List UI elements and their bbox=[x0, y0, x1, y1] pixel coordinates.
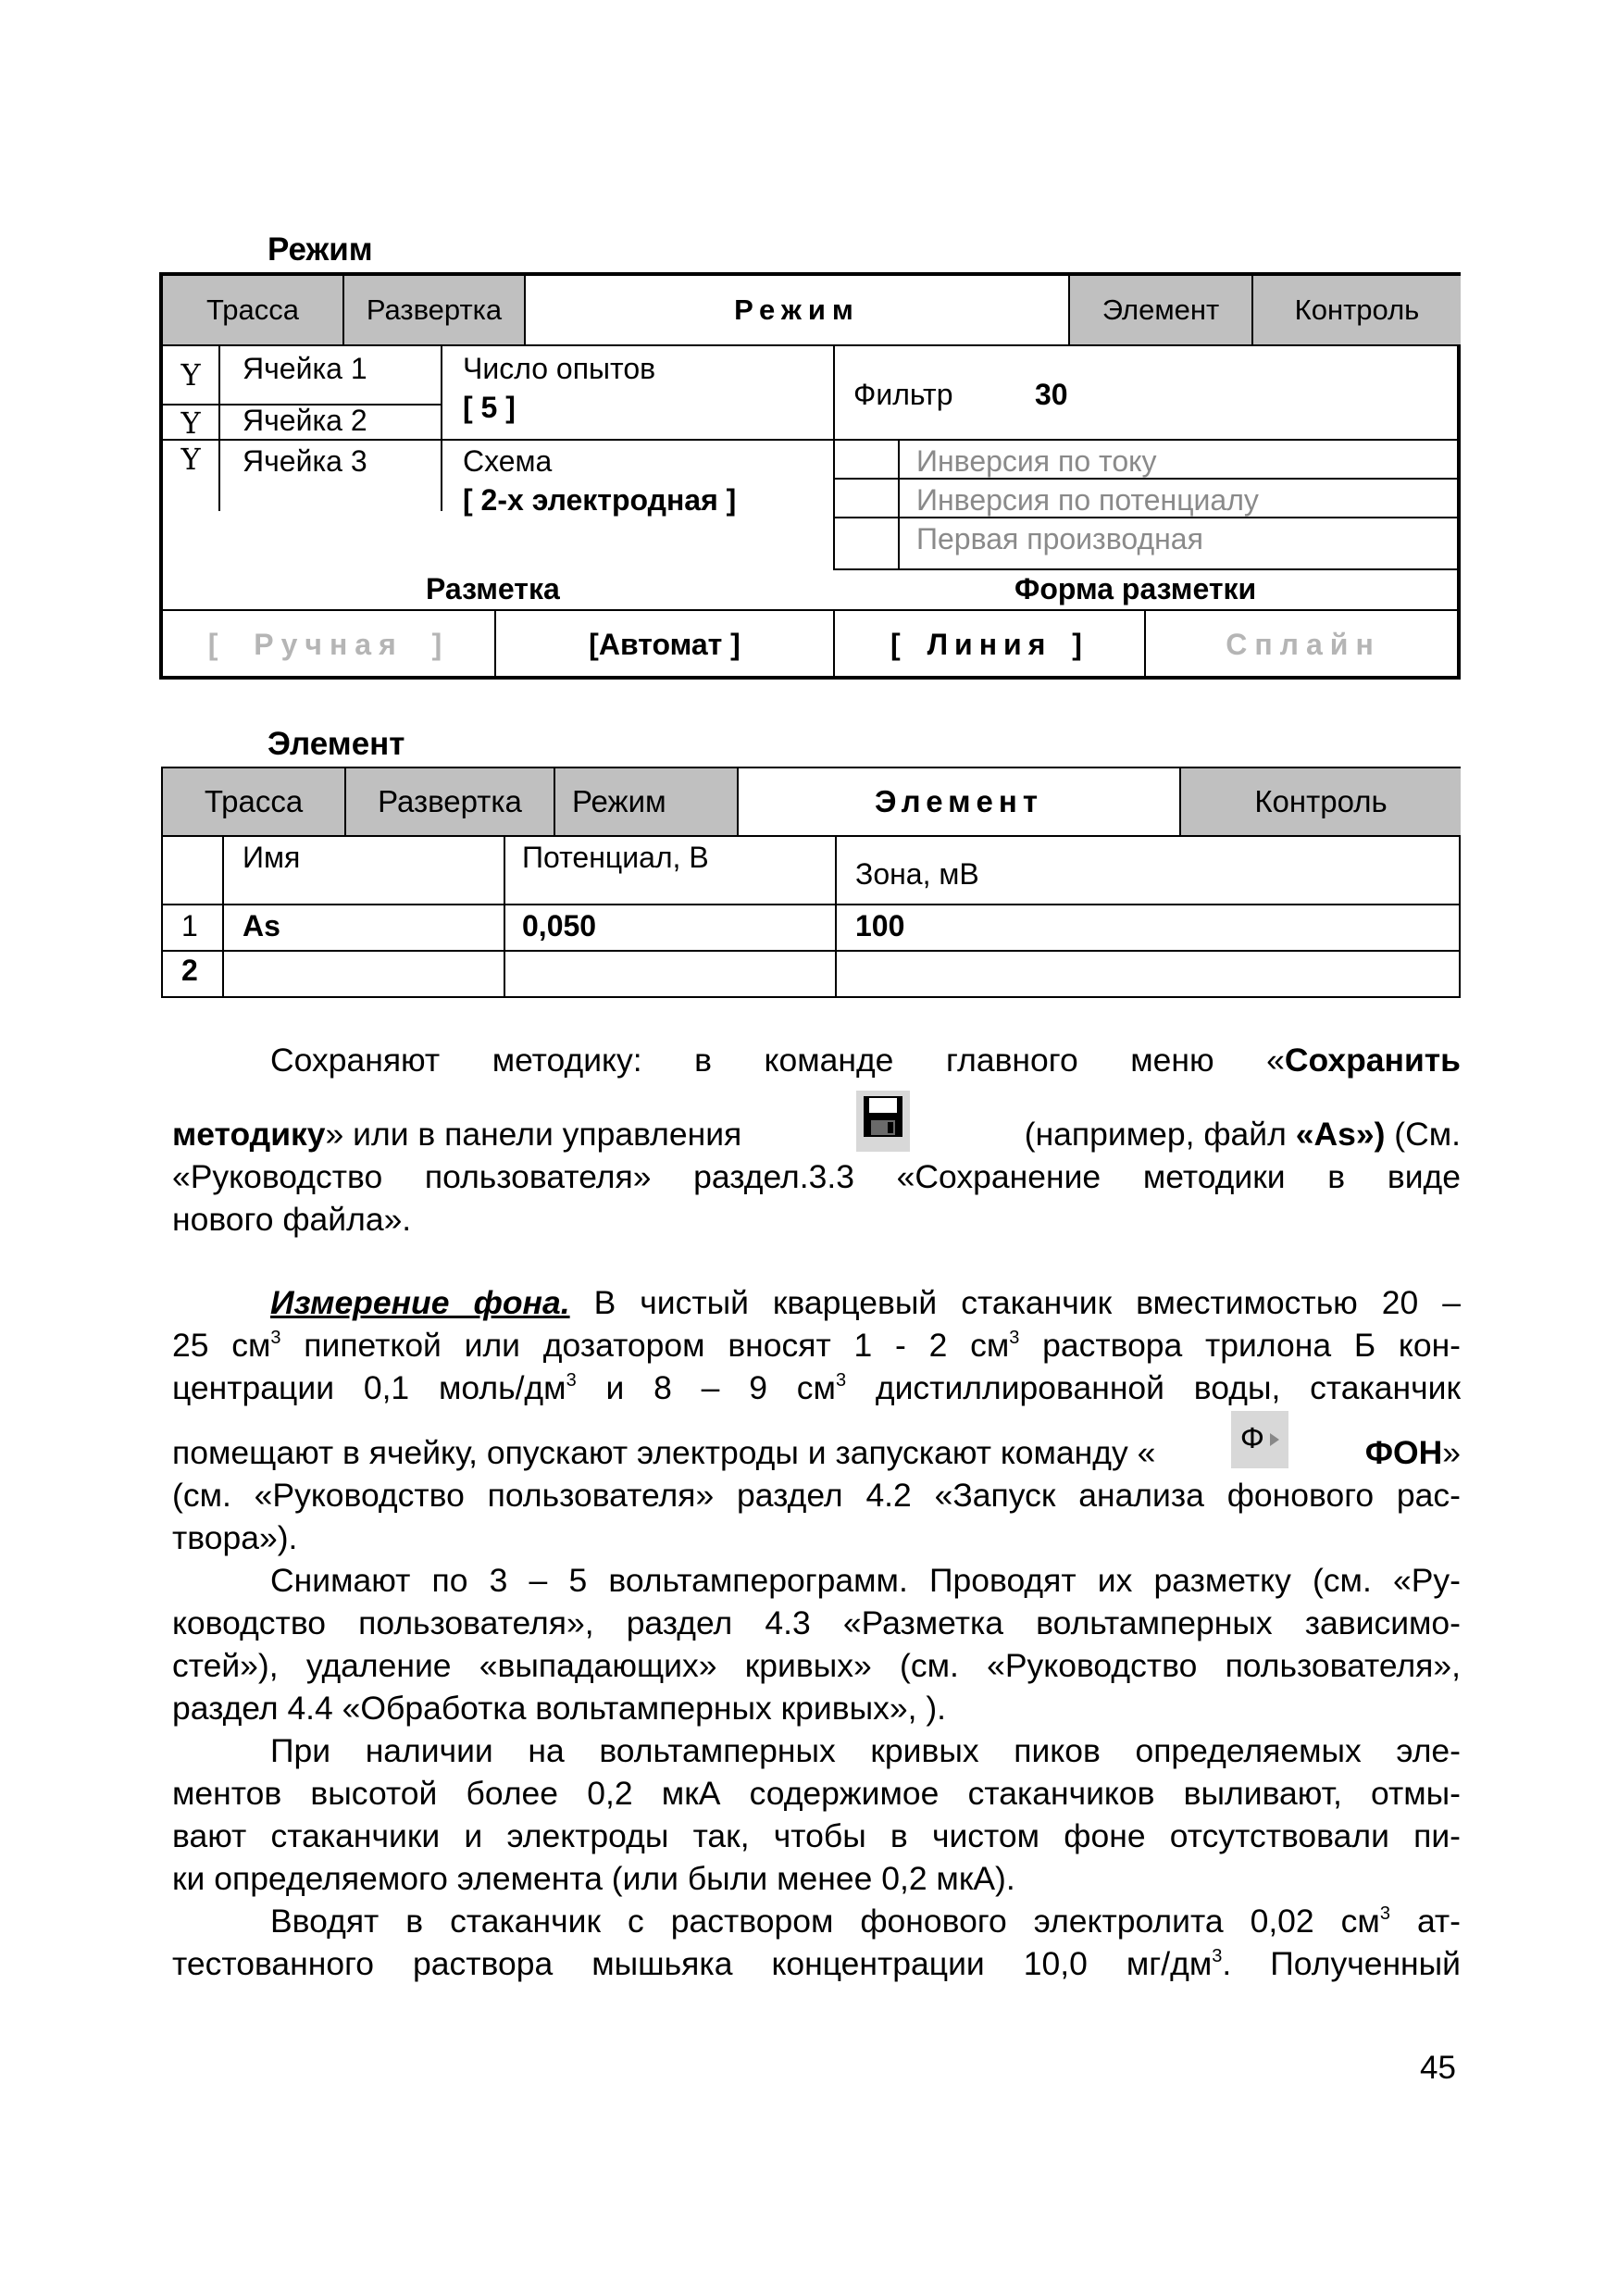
tab-razvertka[interactable]: Развертка bbox=[346, 768, 555, 835]
tab-element[interactable]: Элемент bbox=[1070, 276, 1253, 344]
markup-label: Разметка bbox=[426, 572, 560, 605]
cell-3-label: Ячейка 3 bbox=[243, 444, 367, 478]
text-line: 25 $см^3$ пипеткой или дозатором вносят 1 - 2 $см^3$ раствора трилона Б кон- bbox=[172, 1327, 1461, 1364]
text-line: ки определяемого элемента (или были менее 0,2 мкА). bbox=[172, 1860, 1015, 1897]
cell-2-label: Ячейка 2 bbox=[243, 404, 367, 437]
markup-form-label: Форма разметки bbox=[1014, 572, 1257, 605]
page-number: 45 bbox=[1420, 2050, 1456, 2086]
text-line: Измерение фона. В чистый кварцевый стаканчик вместимостью 20 – bbox=[270, 1284, 1461, 1321]
tab-trassa[interactable]: Трасса bbox=[163, 768, 346, 835]
text-line: ководство пользователя», раздел 4.3 «Разметка вольтамперных зависимо- bbox=[172, 1604, 1461, 1641]
tab-kontrol[interactable]: Контроль bbox=[1181, 768, 1461, 835]
option-invert-potential[interactable]: Инверсия по потенциалу bbox=[916, 483, 1259, 517]
background-paragraph bbox=[172, 1281, 1461, 1985]
tab-trassa[interactable]: Трасса bbox=[163, 276, 344, 344]
filter-label: Фильтр bbox=[853, 378, 953, 411]
experiments-label: Число опытов bbox=[463, 352, 656, 385]
text-line: раздел 4.4 «Обработка вольтамперных кривых», ). bbox=[172, 1690, 947, 1727]
column-name: Имя bbox=[243, 841, 301, 874]
cell-2-check[interactable]: Y bbox=[180, 406, 201, 441]
scheme-label: Схема bbox=[463, 444, 553, 478]
text-line: При наличии на вольтамперных кривых пиков определяемых эле- bbox=[270, 1732, 1461, 1769]
mode-heading: Режим bbox=[268, 231, 373, 268]
text-line: ментов высотой более 0,2 мкА содержимое стаканчиков выливают, отмы- bbox=[172, 1775, 1461, 1812]
save-paragraph bbox=[172, 1039, 1461, 1241]
text-line: вают стаканчики и электроды так, чтобы в чистом фоне отсутствовали пи- bbox=[172, 1817, 1461, 1854]
tab-razvertka[interactable]: Развертка bbox=[344, 276, 526, 344]
background-run-icon[interactable] bbox=[1231, 1411, 1288, 1468]
filter-value[interactable]: 30 bbox=[1035, 378, 1068, 411]
form-line-button[interactable]: [ Линия ] bbox=[890, 627, 1089, 661]
option-invert-current[interactable]: Инверсия по току bbox=[916, 444, 1157, 478]
form-spline-button[interactable]: Сплайн bbox=[1226, 627, 1381, 661]
row-number: 1 bbox=[181, 909, 198, 942]
experiments-value[interactable]: [ 5 ] bbox=[463, 391, 516, 424]
text-line: Сохраняют методику: в команде главного меню «Сохранить bbox=[270, 1042, 1461, 1079]
text-line: Снимают по 3 – 5 вольтамперограмм. Проводят их разметку (см. «Ру- bbox=[270, 1562, 1461, 1599]
markup-manual-button[interactable]: [ Ручная ] bbox=[207, 627, 450, 661]
text-line: (см. «Руководство пользователя» раздел 4.2 «Запуск анализа фонового рас- bbox=[172, 1477, 1461, 1514]
row-potential[interactable]: 0,050 bbox=[522, 909, 597, 942]
text-line: нового файла». bbox=[172, 1201, 412, 1238]
column-zone: Зона, мВ bbox=[855, 857, 979, 891]
cell-1-label: Ячейка 1 bbox=[243, 352, 367, 385]
element-heading: Элемент bbox=[268, 726, 405, 762]
row-name[interactable]: As bbox=[243, 909, 280, 942]
svg-text:Ф: Ф bbox=[1239, 1423, 1264, 1455]
row-number: 2 bbox=[181, 954, 198, 987]
cell-1-check[interactable]: Y bbox=[180, 357, 201, 393]
text-line: помещают в ячейку, опускают электроды и запускают команду « Ф ФОН» bbox=[172, 1431, 1461, 1474]
column-potential: Потенциал, В bbox=[522, 841, 709, 874]
save-icon[interactable] bbox=[856, 1091, 910, 1152]
tab-kontrol[interactable]: Контроль bbox=[1253, 276, 1461, 344]
markup-auto-button[interactable]: [Автомат ] bbox=[589, 627, 741, 661]
text-line: центрации 0,1 моль/$дм^3$ и 8 – 9 $см^3$ дистиллированной воды, стаканчик bbox=[172, 1369, 1461, 1406]
row-zone[interactable]: 100 bbox=[855, 909, 905, 942]
tab-rezhim[interactable]: Режим bbox=[555, 768, 739, 835]
text-line: методику» или в панели управления (например, файл «As») (См. bbox=[172, 1113, 1461, 1155]
text-line: стей»), удаление «выпадающих» кривых» (см. «Руководство пользователя», bbox=[172, 1647, 1461, 1684]
cell-3-check[interactable]: Y bbox=[180, 442, 201, 477]
option-first-derivative[interactable]: Первая производная bbox=[916, 522, 1203, 555]
text-line: твора»). bbox=[172, 1519, 298, 1556]
mode-panel bbox=[159, 272, 1461, 680]
scheme-value[interactable]: [ 2-х электродная ] bbox=[463, 483, 737, 517]
text-line: Вводят в стаканчик с раствором фонового электролита 0,02 $см^3$ ат- bbox=[270, 1903, 1461, 1940]
text-line: «Руководство пользователя» раздел.3.3 «Сохранение методики в виде bbox=[172, 1158, 1461, 1195]
tab-rezhim[interactable]: Режим bbox=[526, 276, 1070, 344]
element-panel bbox=[161, 767, 1461, 998]
text-line: тестованного раствора мышьяка концентрации 10,0 $мг/дм^3$. Полученный bbox=[172, 1945, 1461, 1982]
tab-element[interactable]: Элемент bbox=[739, 768, 1181, 835]
